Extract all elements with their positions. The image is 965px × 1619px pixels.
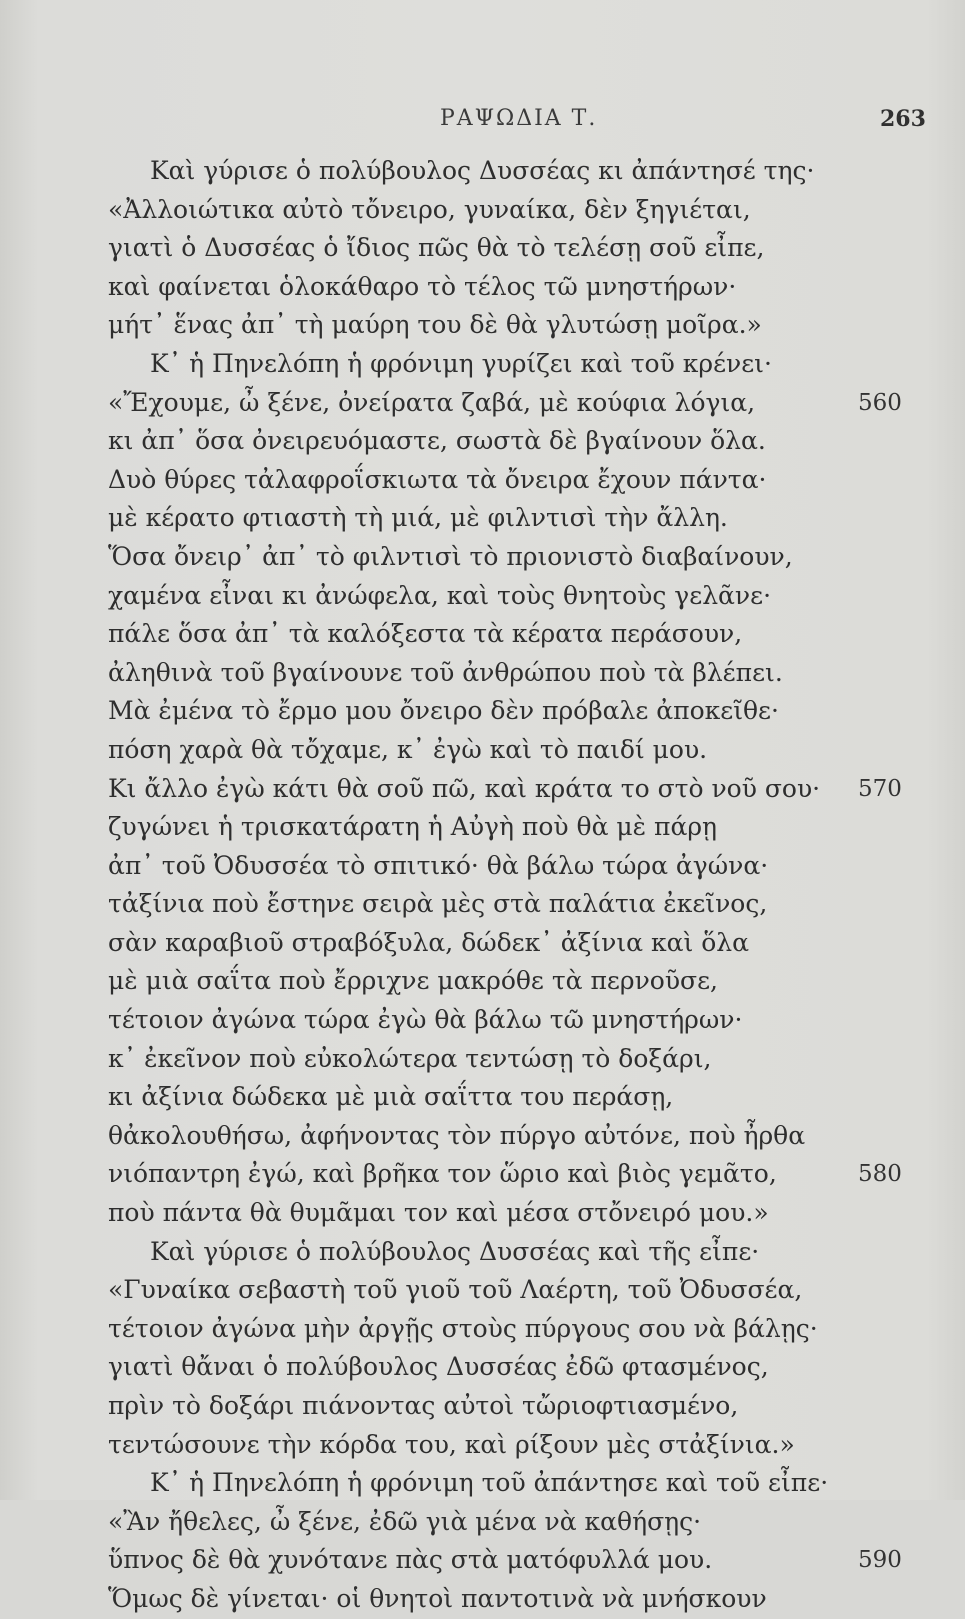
verse-text: πρὶν τὸ δοξάρι πιάνοντας αὐτοὶ τὤριοφτιασμένο, <box>108 1391 739 1420</box>
verse-text: Κι ἄλλο ἐγὼ κάτι θὰ σοῦ πῶ, καὶ κράτα το στὸ νοῦ σου· <box>108 773 821 803</box>
verse-text: ζυγώνει ἡ τρισκατάρατη ἡ Αὐγὴ ποὺ θὰ μὲ πάρῃ <box>108 812 717 842</box>
verse-text: Κ᾽ ἡ Πηνελόπη ἡ φρόνιμη τοῦ ἀπάντησε καὶ τοῦ εἶπε· <box>150 1468 829 1498</box>
verse-line <box>0 615 965 654</box>
verse-text: ὕπνος δὲ θὰ χυνότανε πὰς στὰ ματόφυλλά μου. <box>108 1545 713 1575</box>
verse-line <box>0 422 965 461</box>
verse-line <box>0 654 965 693</box>
verse-line <box>0 384 965 423</box>
verse-text: τἀξίνια ποὺ ἔστηνε σειρὰ μὲς στὰ παλάτια ἐκεῖνος, <box>108 889 768 919</box>
line-number: 560 <box>858 389 902 416</box>
verse-line <box>0 1078 965 1117</box>
verse-line <box>0 885 965 924</box>
verse-line <box>0 1348 965 1387</box>
verse-text: γιατὶ θἄναι ὁ πολύβουλος Δυσσέας ἐδῶ φτασμένος, <box>108 1352 769 1382</box>
verse-line <box>0 924 965 963</box>
verse-line <box>0 191 965 230</box>
verse-line <box>0 808 965 847</box>
verse-text: ἀπ᾽ τοῦ Ὀδυσσέα τὸ σπιτικό· θὰ βάλω τώρα ἀγώνα· <box>108 850 769 880</box>
verse-text: «Ἀλλοιώτικα αὐτὸ τὄνειρο, γυναίκα, δὲν ξηγιέται, <box>108 194 751 224</box>
verse-text: κι ἀξίνια δώδεκα μὲ μιὰ σαΐττα του περάσῃ, <box>108 1082 674 1112</box>
verse-line <box>0 847 965 886</box>
verse-text: Μὰ ἐμένα τὸ ἔρμο μου ὄνειρο δὲν πρόβαλε ἀποκεῖθε· <box>108 696 779 726</box>
verse-text: πάλε ὅσα ἀπ᾽ τὰ καλόξεστα τὰ κέρατα περάσουν, <box>108 619 743 649</box>
verse-line <box>0 1310 965 1349</box>
verse-text: μὲ κέρατο φτιαστὴ τὴ μιά, μὲ φιλντισὶ τὴν ἄλλη. <box>108 503 728 533</box>
verse-text: χαμένα εἶναι κι ἀνώφελα, καὶ τοὺς θνητοὺς γελᾶνε· <box>108 580 772 610</box>
verse-text: γιατὶ ὁ Δυσσέας ὁ ἴδιος πῶς θὰ τὸ τελέσῃ σοῦ εἶπε, <box>108 233 765 263</box>
verse-text: ποὺ πάντα θὰ θυμᾶμαι τον καὶ μέσα στὄνειρό μου.» <box>108 1198 769 1228</box>
verse-text: μήτ᾽ ἕνας ἀπ᾽ τὴ μαύρη του δὲ θὰ γλυτώσῃ μοῖρα.» <box>108 310 762 340</box>
verse-text: Δυὸ θύρες τἀλαφροΐσκιωτα τὰ ὄνειρα ἔχουν πάντα· <box>108 464 767 494</box>
verse-text: σὰν καραβιοῦ στραβόξυλα, δώδεκ᾽ ἀξίνια καὶ ὅλα <box>108 927 750 957</box>
verse-line <box>0 1580 965 1619</box>
verse-text: Κ᾽ ἡ Πηνελόπη ἡ φρόνιμη γυρίζει καὶ τοῦ κρένει· <box>150 348 772 378</box>
verse-text: Καὶ γύρισε ὁ πολύβουλος Δυσσέας καὶ τῆς εἶπε· <box>150 1236 760 1266</box>
verse-line <box>0 692 965 731</box>
verse-line <box>0 1464 965 1503</box>
verse-line <box>0 152 965 191</box>
verse-line <box>0 1117 965 1156</box>
verse-text: τέτοιον ἀγώνα τώρα ἐγὼ θὰ βάλω τῶ μνηστήρων· <box>108 1005 743 1035</box>
verse-line <box>0 1387 965 1426</box>
verse-line <box>0 345 965 384</box>
verse-line <box>0 1233 965 1272</box>
verse-line <box>0 229 965 268</box>
verse-line <box>0 1426 965 1465</box>
verse-line <box>0 538 965 577</box>
verse-text: καὶ φαίνεται ὁλοκάθαρο τὸ τέλος τῶ μνηστήρων· <box>108 271 737 301</box>
verse-text: «Ἔχουμε, ὦ ξένε, ὀνείρατα ζαβά, μὲ κούφια λόγια, <box>108 387 756 417</box>
verse-line <box>0 577 965 616</box>
line-number: 590 <box>858 1547 902 1574</box>
verse-text: «Ἂν ἤθελες, ὦ ξένε, ἐδῶ γιὰ μένα νὰ καθήσῃς· <box>108 1506 702 1536</box>
page-number: 263 <box>880 106 926 132</box>
running-title: ΡΑΨΩΔΙΑ Τ. <box>440 106 598 131</box>
verse-line <box>0 268 965 307</box>
verse-text: μὲ μιὰ σαΐτα ποὺ ἔρριχνε μακρόθε τὰ περνοῦσε, <box>108 966 718 996</box>
verse-text: πόση χαρὰ θὰ τὄχαμε, κ᾽ ἐγὼ καὶ τὸ παιδί μου. <box>108 734 708 764</box>
verse-line <box>0 770 965 809</box>
verse-line <box>0 1040 965 1079</box>
verse-line <box>0 1194 965 1233</box>
verse-text: Ὅσα ὄνειρ᾽ ἀπ᾽ τὸ φιλντισὶ τὸ πριονιστὸ διαβαίνουν, <box>108 541 793 571</box>
verse-text: «Γυναίκα σεβαστὴ τοῦ γιοῦ τοῦ Λαέρτη, τοῦ Ὀδυσσέα, <box>108 1275 803 1305</box>
verse-text: νιόπαντρη ἐγώ, καὶ βρῆκα τον ὥριο καὶ βιὸς γεμᾶτο, <box>108 1159 777 1189</box>
verse-text: κι ἀπ᾽ ὅσα ὀνειρευόμαστε, σωστὰ δὲ βγαίνουν ὅλα. <box>108 426 766 456</box>
verse-line <box>0 1271 965 1310</box>
line-number: 580 <box>858 1161 902 1188</box>
verse-line <box>0 306 965 345</box>
verse-line <box>0 962 965 1001</box>
verse-line <box>0 1541 965 1580</box>
verse-text: τεντώσουνε τὴν κόρδα του, καὶ ρίξουν μὲς στἀξίνια.» <box>108 1429 795 1459</box>
verse-text: τέτοιον ἀγώνα μὴν ἀργῇς στοὺς πύργους σου νὰ βάλῃς· <box>108 1313 818 1343</box>
verse-text: Ὅμως δὲ γίνεται· οἱ θνητοὶ παντοτινὰ νὰ μνήσκουν <box>108 1583 767 1613</box>
verse-line <box>0 499 965 538</box>
verse-line <box>0 461 965 500</box>
verse-text: κ᾽ ἐκεῖνον ποὺ εὐκολώτερα τεντώσῃ τὸ δοξάρι, <box>108 1043 712 1073</box>
verse-text: Καὶ γύρισε ὁ πολύβουλος Δυσσέας κι ἀπάντησέ της· <box>150 156 815 185</box>
verse-line <box>0 1155 965 1194</box>
verse-text: ἀληθινὰ τοῦ βγαίνουνε τοῦ ἀνθρώπου ποὺ τὰ βλέπει. <box>108 657 783 687</box>
verse-line <box>0 1001 965 1040</box>
verse-line <box>0 1503 965 1542</box>
verse-text: θἀκολουθήσω, ἀφήνοντας τὸν πύργο αὐτόνε, ποὺ ἦρθα <box>108 1120 806 1150</box>
line-number: 570 <box>858 775 902 802</box>
verse-block <box>0 152 965 1619</box>
verse-line <box>0 731 965 770</box>
